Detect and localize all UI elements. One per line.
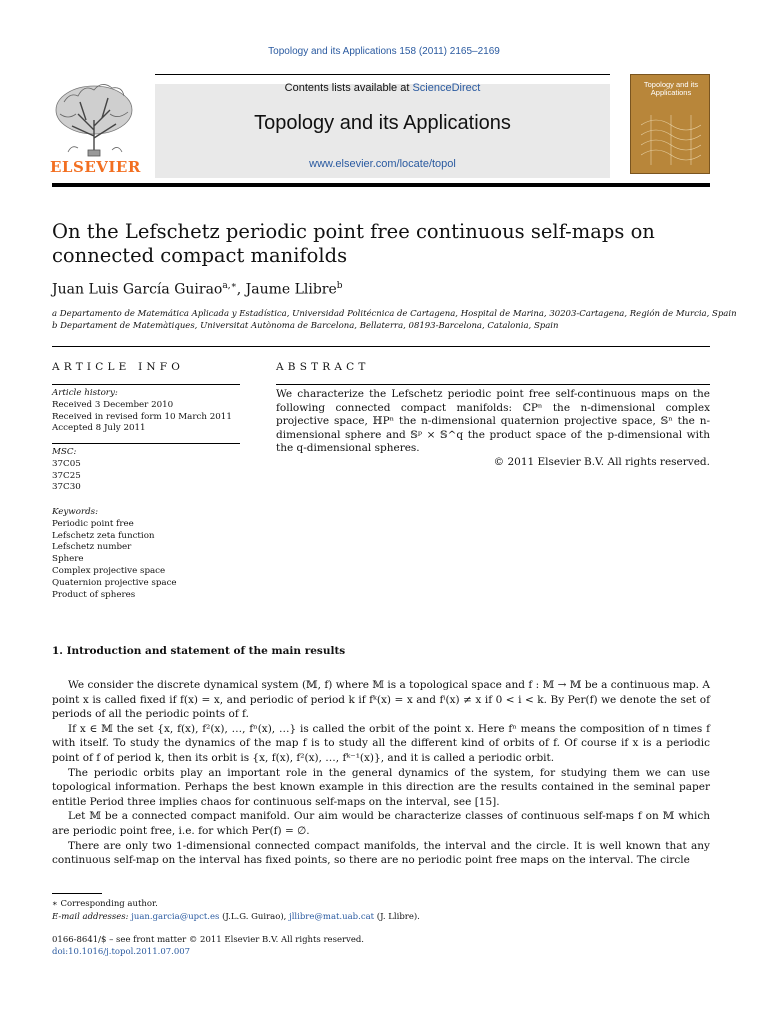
footnote-star: ∗: [52, 899, 58, 909]
journal-title: Topology and its Applications: [254, 112, 511, 134]
body-paragraph: There are only two 1-dimensional connected compact manifolds, the interval and the circle. It is well known that any continuous self-map on the interval has fixed points, so there are no periodic point free maps on the interval. The circle: [52, 839, 710, 867]
header-thick-rule: [52, 183, 710, 187]
email-owner: (J. Llibre).: [374, 912, 420, 922]
msc-code: 37C30: [52, 482, 81, 493]
history-item: Received 3 December 2010: [52, 399, 174, 410]
author-separator: ,: [236, 281, 246, 298]
body-paragraph: The periodic orbits play an important role in the general dynamics of the system, for studying them we can use topological information. Perhaps the best known example in this direction are the results contained in the seminal paper entitle Period three implies chaos for continuous self-maps on the interval, see [15].: [52, 766, 710, 808]
keyword: Complex projective space: [52, 565, 166, 576]
msc-codes: [52, 447, 81, 494]
author-name[interactable]: Juan Luis García Guirao: [52, 281, 223, 298]
body-paragraph: We consider the discrete dynamical system (𝕄, f) where 𝕄 is a topological space and f : 𝕄 → 𝕄 be a continuous map. A point x is called fixed if f(x) = x, and periodic of period k if fᵏ(x) = x and fⁱ(x) ≠ x if 0 < i < k. By Per(f) we denote the set of periods of all the periodic points of f.: [52, 679, 710, 721]
keyword: Lefschetz number: [52, 542, 132, 553]
keyword: Lefschetz zeta function: [52, 530, 155, 541]
body-paragraph: If x ∈ 𝕄 the set {x, f(x), f²(x), …, fⁿ(x), …} is called the orbit of the point x. Here fⁿ means the composition of n times f with itself. To study the dynamics of the map f is to study all the different kind of orbits of f. Of course if x is a periodic point of f of period k, then its orbit is {x, f(x), f²(x), …, fᵏ⁻¹(x)}, and it is called a periodic orbit.: [52, 722, 710, 764]
article-info-heading: ARTICLE INFO: [52, 361, 185, 373]
article-history: [52, 388, 232, 435]
history-label: Article history:: [52, 388, 118, 398]
email-link[interactable]: jllibre@mat.uab.cat: [289, 912, 375, 922]
journal-reference[interactable]: Topology and its Applications 158 (2011) 2165–2169: [268, 46, 500, 57]
cover-title: Topology and its Applications: [643, 80, 699, 97]
affiliation-b: b Departament de Matemàtiques, Universitat Autònoma de Barcelona, Bellaterra, 08193-Barcelona, Catalonia, Spain: [52, 321, 559, 331]
journal-cover-thumbnail[interactable]: [630, 74, 710, 174]
footnote: [52, 898, 420, 924]
paper-title: On the Lefschetz periodic point free continuous self-maps on connected compact manifolds: [52, 220, 655, 267]
contents-line: [155, 82, 610, 94]
body-paragraph: Let 𝕄 be a connected compact manifold. Our aim would be characterize classes of continuous self-maps f on 𝕄 which are periodic point free, i.e. for which Per(f) = ∅.: [52, 810, 710, 837]
front-matter: [52, 934, 364, 958]
abstract-body: [276, 388, 710, 469]
abstract-copyright: © 2011 Elsevier B.V. All rights reserved.: [493, 455, 710, 468]
abstract-rule: [276, 384, 710, 385]
keyword: Quaternion projective space: [52, 577, 177, 588]
footnote-rule: [52, 893, 102, 894]
cover-pattern-icon: [641, 115, 701, 165]
journal-url-link[interactable]: www.elsevier.com/locate/topol: [309, 158, 456, 170]
affiliation-a: a Departamento de Matemática Aplicada y Estadística, Universidad Politécnica de Cartagena, Hospital de Marina, 30203-Cartagena, Región de Murcia, Spain: [52, 309, 737, 319]
author-affiliation-mark[interactable]: a,∗: [222, 281, 237, 291]
msc-code: 37C05: [52, 458, 81, 469]
author-affiliation-mark[interactable]: b: [336, 281, 343, 291]
author-list: [52, 281, 343, 298]
contents-prefix: Contents lists available at: [284, 82, 413, 94]
email-label: E-mail addresses:: [52, 912, 132, 922]
msc-label: MSC:: [52, 447, 77, 457]
section-heading: 1. Introduction and statement of the main results: [52, 645, 346, 657]
abstract-heading: ABSTRACT: [276, 361, 370, 373]
sciencedirect-link[interactable]: ScienceDirect: [412, 82, 481, 94]
doi-link[interactable]: doi:10.1016/j.topol.2011.07.007: [52, 947, 191, 957]
keyword: Product of spheres: [52, 589, 136, 600]
history-item: Accepted 8 July 2011: [52, 423, 146, 434]
issn-line: 0166-8641/$ – see front matter © 2011 Elsevier B.V. All rights reserved.: [52, 935, 365, 945]
keyword: Periodic point free: [52, 518, 134, 529]
author-name[interactable]: Jaume Llibre: [245, 281, 337, 298]
email-link[interactable]: juan.garcia@upct.es: [131, 912, 220, 922]
corresponding-author-note: Corresponding author.: [60, 899, 158, 909]
email-owner: (J.L.G. Guirao),: [219, 912, 290, 922]
keyword: Sphere: [52, 554, 84, 565]
section-rule: [52, 346, 710, 347]
info-rule: [52, 384, 240, 385]
top-rule: [155, 74, 610, 75]
elsevier-wordmark: ELSEVIER: [50, 158, 141, 176]
abstract-paragraph: We characterize the Lefschetz periodic point free self-continuous maps on the following connected compact manifolds: ℂPⁿ the n-dimensional complex projective space, ℍPⁿ the n-dimensional quaternion projective space, 𝕊ⁿ the n-dimensional sphere and 𝕊ᵖ × 𝕊^q the product space of the p-dimensional with the q-dimensional spheres.: [276, 388, 710, 454]
keywords: [52, 507, 177, 601]
section-body: [52, 678, 710, 868]
info-rule: [52, 443, 240, 444]
history-item: Received in revised form 10 March 2011: [52, 411, 232, 422]
keywords-label: Keywords:: [52, 507, 99, 517]
msc-code: 37C25: [52, 470, 81, 481]
